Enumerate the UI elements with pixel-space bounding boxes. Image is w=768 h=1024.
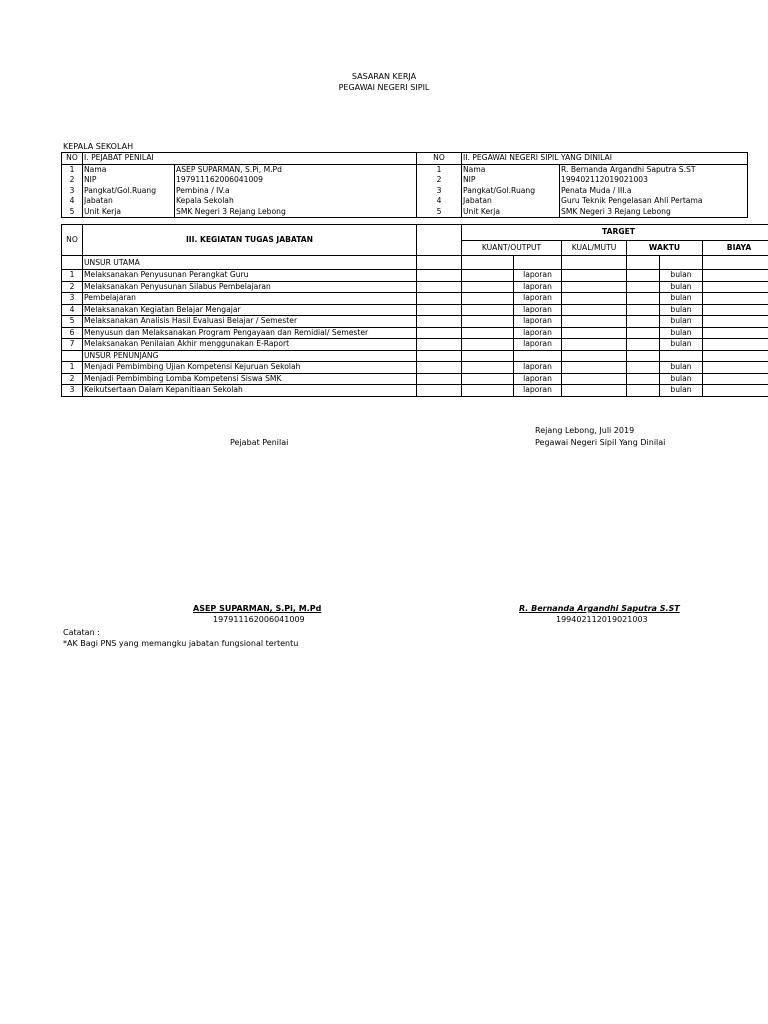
- activity-biaya: [703, 304, 768, 316]
- document-title-line2: PEGAWAI NEGERI SIPIL: [338, 83, 430, 92]
- activity-qty: [462, 293, 514, 305]
- activity-qty: [462, 270, 514, 282]
- row-no-2: 5: [417, 207, 462, 218]
- kegiatan-heading: III. KEGIATAN TUGAS JABATAN: [83, 225, 417, 256]
- activity-output: laporan: [514, 327, 562, 339]
- left-signatory-name: ASEP SUPARMAN, S.Pi, M.Pd: [193, 604, 322, 613]
- activity-output: laporan: [514, 270, 562, 282]
- activity-output: laporan: [514, 304, 562, 316]
- unsur-penunjang-label: UNSUR PENUNJANG: [83, 350, 417, 362]
- row-label: Nama: [83, 164, 175, 175]
- row-no-2: 2: [417, 175, 462, 186]
- activity-output: laporan: [514, 339, 562, 351]
- header-no-2: NO: [417, 153, 462, 165]
- activity-biaya: [703, 281, 768, 293]
- activity-ak: [417, 339, 462, 351]
- activity-text: Melaksanakan Kegiatan Belajar Mengajar: [83, 304, 417, 316]
- activity-row: [62, 373, 768, 385]
- header-pejabat-penilai: I. PEJABAT PENILAI: [83, 153, 417, 165]
- row-no: 1: [62, 164, 83, 175]
- activity-no: 1: [62, 270, 83, 282]
- row-label-2: NIP: [462, 175, 560, 186]
- activity-qty: [462, 385, 514, 397]
- activity-no: 2: [62, 373, 83, 385]
- waktu-header: WAKTU: [627, 240, 703, 256]
- kual-mutu-header: KUAL/MUTU: [562, 240, 627, 256]
- left-signatory-nip: 197911162006041009: [213, 615, 305, 624]
- activity-qty: [462, 362, 514, 374]
- row-label-2: Unit Kerja: [462, 207, 560, 218]
- activity-waktu: bulan: [660, 293, 703, 305]
- unsur-utama-label: UNSUR UTAMA: [83, 256, 417, 270]
- activity-qty: [462, 281, 514, 293]
- activity-kual: [562, 316, 627, 328]
- right-signatory-name: R. Bernanda Argandhi Saputra S.ST: [519, 604, 680, 613]
- activity-text: Melaksanakan Penilaian Akhir menggunakan E-Raport: [83, 339, 417, 351]
- activity-row: [62, 293, 768, 305]
- activity-waktu: bulan: [660, 385, 703, 397]
- row-value-2: 199402112019021003: [560, 175, 748, 186]
- activity-qty: [462, 316, 514, 328]
- row-label: NIP: [83, 175, 175, 186]
- row-label-2: Pangkat/Gol.Ruang: [462, 186, 560, 197]
- identity-header-row: [62, 153, 748, 165]
- activity-kual: [562, 327, 627, 339]
- activity-text: Keikutsertaan Dalam Kepanitiaan Sekolah: [83, 385, 417, 397]
- row-value-2: SMK Negeri 3 Rejang Lebong: [560, 207, 748, 218]
- row-value: SMK Negeri 3 Rejang Lebong: [175, 207, 417, 218]
- activity-row: [62, 362, 768, 374]
- activity-ak: [417, 281, 462, 293]
- activity-row: [62, 339, 768, 351]
- notes-text: *AK Bagi PNS yang memangku jabatan fungsional tertentu: [63, 639, 299, 648]
- activity-row: [62, 327, 768, 339]
- row-value-2: Guru Teknik Pengelasan Ahli Pertama: [560, 196, 748, 207]
- activity-waktu: bulan: [660, 304, 703, 316]
- row-label: Unit Kerja: [83, 207, 175, 218]
- activity-waktu-qty: [627, 316, 660, 328]
- activity-text: Menjadi Pembimbing Ujian Kompetensi Kejuruan Sekolah: [83, 362, 417, 374]
- activity-waktu: bulan: [660, 339, 703, 351]
- activity-kual: [562, 293, 627, 305]
- header-no: NO: [62, 153, 83, 165]
- identity-row: [62, 207, 748, 218]
- activity-qty: [462, 373, 514, 385]
- activity-waktu: bulan: [660, 270, 703, 282]
- activity-no: 7: [62, 339, 83, 351]
- activity-text: Pembelajaran: [83, 293, 417, 305]
- row-no: 3: [62, 186, 83, 197]
- activity-waktu-qty: [627, 327, 660, 339]
- row-no-2: 4: [417, 196, 462, 207]
- activity-waktu: bulan: [660, 362, 703, 374]
- activity-qty: [462, 327, 514, 339]
- activity-kual: [562, 339, 627, 351]
- row-no: 4: [62, 196, 83, 207]
- activity-no: 6: [62, 327, 83, 339]
- activity-waktu: bulan: [660, 373, 703, 385]
- activity-biaya: [703, 316, 768, 328]
- row-label: Jabatan: [83, 196, 175, 207]
- activity-kual: [562, 270, 627, 282]
- target-header: TARGET: [462, 225, 768, 241]
- identity-row: [62, 164, 748, 175]
- identity-table: [61, 152, 748, 218]
- activity-ak: [417, 270, 462, 282]
- activity-kual: [562, 373, 627, 385]
- activity-waktu: bulan: [660, 281, 703, 293]
- identity-row: [62, 186, 748, 197]
- kegiatan-header-row: [62, 225, 768, 241]
- row-value-2: R. Bernanda Argandhi Saputra S.ST: [560, 164, 748, 175]
- activity-waktu-qty: [627, 304, 660, 316]
- activity-waktu-qty: [627, 362, 660, 374]
- section-label: KEPALA SEKOLAH: [63, 142, 134, 151]
- row-value: ASEP SUPARMAN, S.Pi, M.Pd: [175, 164, 417, 175]
- activity-kual: [562, 281, 627, 293]
- activity-row: [62, 281, 768, 293]
- activity-text: Menjadi Pembimbing Lomba Kompetensi Siswa SMK: [83, 373, 417, 385]
- activity-qty: [462, 304, 514, 316]
- activity-biaya: [703, 339, 768, 351]
- identity-row: [62, 175, 748, 186]
- activity-row: [62, 270, 768, 282]
- activity-no: 3: [62, 293, 83, 305]
- notes-label: Catatan :: [63, 628, 100, 637]
- kegiatan-no-header: NO: [62, 225, 83, 256]
- right-role: Pegawai Negeri Sipil Yang Dinilai: [535, 438, 666, 447]
- row-no: 2: [62, 175, 83, 186]
- biaya-header: BIAYA: [703, 240, 768, 256]
- document-title-line1: SASARAN KERJA: [351, 72, 417, 81]
- activity-ak: [417, 362, 462, 374]
- kegiatan-table: [61, 224, 768, 397]
- activity-output: laporan: [514, 373, 562, 385]
- row-no: 5: [62, 207, 83, 218]
- activity-waktu-qty: [627, 373, 660, 385]
- activity-ak: [417, 327, 462, 339]
- row-label-2: Nama: [462, 164, 560, 175]
- row-value-2: Penata Muda / III.a: [560, 186, 748, 197]
- activity-text: Menyusun dan Melaksanakan Program Pengayaan dan Remidial/ Semester: [83, 327, 417, 339]
- activity-no: 1: [62, 362, 83, 374]
- row-no-2: 1: [417, 164, 462, 175]
- identity-row: [62, 196, 748, 207]
- activity-waktu-qty: [627, 281, 660, 293]
- activity-qty: [462, 339, 514, 351]
- activity-output: laporan: [514, 293, 562, 305]
- activity-biaya: [703, 362, 768, 374]
- kegiatan-ak-column: [417, 225, 462, 256]
- row-value: Kepala Sekolah: [175, 196, 417, 207]
- activity-kual: [562, 385, 627, 397]
- activity-ak: [417, 385, 462, 397]
- activity-biaya: [703, 270, 768, 282]
- row-label-2: Jabatan: [462, 196, 560, 207]
- row-label: Pangkat/Gol.Ruang: [83, 186, 175, 197]
- activity-biaya: [703, 385, 768, 397]
- activity-text: Melaksanakan Penyusunan Silabus Pembelajaran: [83, 281, 417, 293]
- activity-waktu: bulan: [660, 327, 703, 339]
- kuant-output-header: KUANT/OUTPUT: [462, 240, 562, 256]
- activity-biaya: [703, 327, 768, 339]
- activity-text: Melaksanakan Analisis Hasil Evaluasi Belajar / Semester: [83, 316, 417, 328]
- activity-row: [62, 304, 768, 316]
- activity-no: 5: [62, 316, 83, 328]
- activity-row: [62, 316, 768, 328]
- left-role: Pejabat Penilai: [230, 438, 289, 447]
- row-value: Pembina / IV.a: [175, 186, 417, 197]
- activity-waktu: bulan: [660, 316, 703, 328]
- activity-waktu-qty: [627, 293, 660, 305]
- activity-waktu-qty: [627, 270, 660, 282]
- activity-output: laporan: [514, 362, 562, 374]
- unsur-utama-row: [62, 256, 768, 270]
- activity-waktu-qty: [627, 385, 660, 397]
- place-date: Rejang Lebong, Juli 2019: [535, 426, 635, 435]
- unsur-penunjang-row: [62, 350, 768, 362]
- activity-biaya: [703, 293, 768, 305]
- activity-output: laporan: [514, 316, 562, 328]
- row-value: 197911162006041009: [175, 175, 417, 186]
- activity-waktu-qty: [627, 339, 660, 351]
- activity-no: 4: [62, 304, 83, 316]
- header-pegawai-dinilai: II. PEGAWAI NEGERI SIPIL YANG DINILAI: [462, 153, 748, 165]
- activity-no: 3: [62, 385, 83, 397]
- activity-kual: [562, 362, 627, 374]
- activity-biaya: [703, 373, 768, 385]
- row-no-2: 3: [417, 186, 462, 197]
- right-signatory-nip: 199402112019021003: [556, 615, 648, 624]
- activity-ak: [417, 316, 462, 328]
- activity-text: Melaksanakan Penyusunan Perangkat Guru: [83, 270, 417, 282]
- activity-ak: [417, 293, 462, 305]
- activity-ak: [417, 373, 462, 385]
- activity-no: 2: [62, 281, 83, 293]
- activity-output: laporan: [514, 281, 562, 293]
- activity-kual: [562, 304, 627, 316]
- activity-output: laporan: [514, 385, 562, 397]
- activity-row: [62, 385, 768, 397]
- activity-ak: [417, 304, 462, 316]
